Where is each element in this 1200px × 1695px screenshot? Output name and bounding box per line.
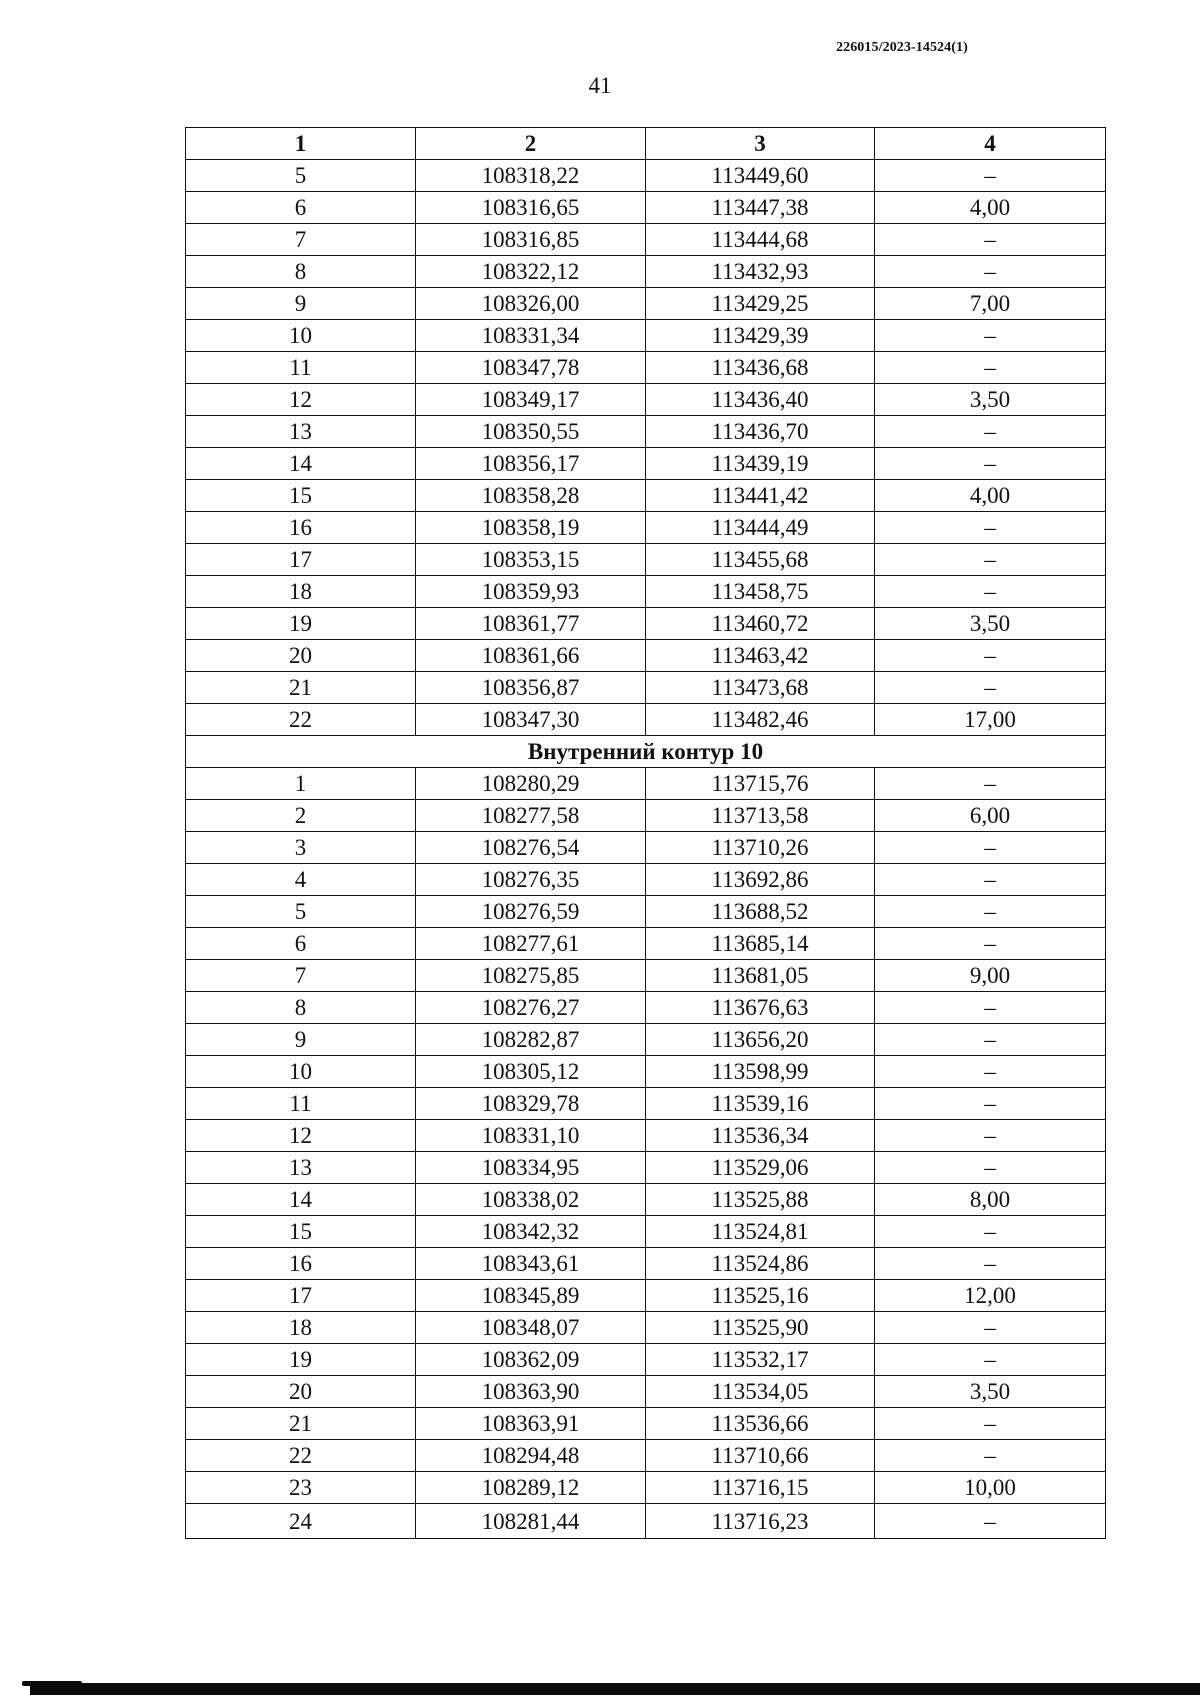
table-cell: 113529,06: [646, 1152, 875, 1184]
table-cell: –: [875, 992, 1106, 1024]
table-cell: 108331,34: [416, 320, 646, 352]
table-cell: 20: [186, 1376, 416, 1408]
table-cell: 113532,17: [646, 1344, 875, 1376]
table-cell: 108361,66: [416, 640, 646, 672]
column-header: 4: [875, 128, 1106, 160]
table-cell: 113710,26: [646, 832, 875, 864]
table-cell: 113692,86: [646, 864, 875, 896]
table-row: [186, 704, 1106, 736]
table-cell: –: [875, 1024, 1106, 1056]
table-cell: 113441,42: [646, 480, 875, 512]
table-cell: 12: [186, 1120, 416, 1152]
table-row: [186, 640, 1106, 672]
table-cell: 113536,34: [646, 1120, 875, 1152]
table-cell: 15: [186, 480, 416, 512]
table-row: [186, 928, 1106, 960]
table-row: [186, 1120, 1106, 1152]
table-cell: 113536,66: [646, 1408, 875, 1440]
table-cell: –: [875, 896, 1106, 928]
table-cell: –: [875, 1056, 1106, 1088]
table-cell: 108350,55: [416, 416, 646, 448]
table-cell: 108282,87: [416, 1024, 646, 1056]
table-row: [186, 352, 1106, 384]
table-cell: 11: [186, 352, 416, 384]
section-title: Внутренний контур 10: [186, 736, 1106, 768]
table-cell: 108329,78: [416, 1088, 646, 1120]
table-row: [186, 672, 1106, 704]
table-row: [186, 1472, 1106, 1504]
table-cell: 108363,91: [416, 1408, 646, 1440]
table-cell: 108277,61: [416, 928, 646, 960]
table-cell: 108334,95: [416, 1152, 646, 1184]
table-cell: 113685,14: [646, 928, 875, 960]
table-cell: –: [875, 320, 1106, 352]
table-cell: –: [875, 544, 1106, 576]
scan-bottom-border: [30, 1683, 1200, 1695]
table-cell: 113439,19: [646, 448, 875, 480]
table-cell: 6: [186, 928, 416, 960]
column-header: 3: [646, 128, 875, 160]
table-cell: 113715,76: [646, 768, 875, 800]
section-header-body: [186, 736, 1106, 768]
table-row: [186, 864, 1106, 896]
table-cell: 7: [186, 960, 416, 992]
table-cell: 108316,65: [416, 192, 646, 224]
table-cell: 113524,81: [646, 1216, 875, 1248]
table-cell: 3,50: [875, 384, 1106, 416]
table-row: [186, 1056, 1106, 1088]
table-cell: –: [875, 768, 1106, 800]
table-cell: 113463,42: [646, 640, 875, 672]
table-row: [186, 896, 1106, 928]
table-cell: 113444,68: [646, 224, 875, 256]
table-cell: 5: [186, 160, 416, 192]
table-cell: 12,00: [875, 1280, 1106, 1312]
table-cell: 113458,75: [646, 576, 875, 608]
table-cell: 113656,20: [646, 1024, 875, 1056]
table-cell: –: [875, 1152, 1106, 1184]
table-cell: 19: [186, 1344, 416, 1376]
table-cell: 16: [186, 1248, 416, 1280]
table-cell: 108331,10: [416, 1120, 646, 1152]
document-id: 226015/2023-14524(1): [836, 40, 968, 55]
table-cell: 113525,16: [646, 1280, 875, 1312]
table-cell: 113444,49: [646, 512, 875, 544]
table-cell: 4,00: [875, 192, 1106, 224]
table-cell: 2: [186, 800, 416, 832]
table-row: [186, 1216, 1106, 1248]
table-cell: 10: [186, 320, 416, 352]
table-cell: 108347,30: [416, 704, 646, 736]
table-cell: 108276,59: [416, 896, 646, 928]
table-cell: 108361,77: [416, 608, 646, 640]
table-cell: 20: [186, 640, 416, 672]
table-row: [186, 448, 1106, 480]
table-cell: 4: [186, 864, 416, 896]
table-header-row: [186, 128, 1106, 160]
table-cell: 113534,05: [646, 1376, 875, 1408]
table-cell: –: [875, 512, 1106, 544]
table-cell: 108358,19: [416, 512, 646, 544]
table-row: [186, 256, 1106, 288]
table-cell: –: [875, 1440, 1106, 1472]
table-cell: 108276,54: [416, 832, 646, 864]
table-cell: 13: [186, 1152, 416, 1184]
table-cell: 17,00: [875, 704, 1106, 736]
table-cell: –: [875, 672, 1106, 704]
table-cell: 18: [186, 576, 416, 608]
table-row: [186, 288, 1106, 320]
table-cell: –: [875, 1088, 1106, 1120]
table-cell: 113598,99: [646, 1056, 875, 1088]
table-cell: 113716,15: [646, 1472, 875, 1504]
table-cell: 108347,78: [416, 352, 646, 384]
table-cell: 13: [186, 416, 416, 448]
table-cell: 21: [186, 1408, 416, 1440]
table-row: [186, 384, 1106, 416]
table-cell: 113432,93: [646, 256, 875, 288]
table-cell: 9,00: [875, 960, 1106, 992]
table-row: [186, 1024, 1106, 1056]
table-row: [186, 1344, 1106, 1376]
table-cell: 108316,85: [416, 224, 646, 256]
table-cell: 113525,90: [646, 1312, 875, 1344]
table-cell: 113436,40: [646, 384, 875, 416]
table-body-top: [186, 160, 1106, 736]
table-cell: 14: [186, 448, 416, 480]
table-cell: 113436,70: [646, 416, 875, 448]
table-row: [186, 160, 1106, 192]
table-cell: 9: [186, 1024, 416, 1056]
table-cell: 22: [186, 704, 416, 736]
table-cell: 10,00: [875, 1472, 1106, 1504]
table-cell: 108362,09: [416, 1344, 646, 1376]
table-cell: 11: [186, 1088, 416, 1120]
table-row: [186, 1312, 1106, 1344]
table-cell: 113710,66: [646, 1440, 875, 1472]
table-cell: 113429,39: [646, 320, 875, 352]
table-cell: 108277,58: [416, 800, 646, 832]
table-cell: 113449,60: [646, 160, 875, 192]
table-cell: 108359,93: [416, 576, 646, 608]
table-row: [186, 832, 1106, 864]
table-cell: 108281,44: [416, 1504, 646, 1539]
column-header: 2: [416, 128, 646, 160]
table-cell: –: [875, 1248, 1106, 1280]
table-cell: 3,50: [875, 608, 1106, 640]
column-header: 1: [186, 128, 416, 160]
table-cell: 113525,88: [646, 1184, 875, 1216]
table-cell: –: [875, 928, 1106, 960]
table-cell: 108276,35: [416, 864, 646, 896]
table-cell: 22: [186, 1440, 416, 1472]
table-cell: 8,00: [875, 1184, 1106, 1216]
table-row: [186, 1376, 1106, 1408]
table-cell: 113473,68: [646, 672, 875, 704]
table-row: [186, 320, 1106, 352]
table-cell: –: [875, 1344, 1106, 1376]
table-cell: 108356,17: [416, 448, 646, 480]
table-cell: 108294,48: [416, 1440, 646, 1472]
table-row: [186, 1088, 1106, 1120]
table-row: [186, 768, 1106, 800]
table-cell: 108318,22: [416, 160, 646, 192]
table-cell: –: [875, 352, 1106, 384]
table-body-section: [186, 768, 1106, 1539]
table-cell: 7,00: [875, 288, 1106, 320]
table-cell: 113524,86: [646, 1248, 875, 1280]
table-cell: –: [875, 832, 1106, 864]
table-cell: 17: [186, 1280, 416, 1312]
table-cell: 18: [186, 1312, 416, 1344]
table-cell: –: [875, 1216, 1106, 1248]
table-cell: 108356,87: [416, 672, 646, 704]
table-cell: 108275,85: [416, 960, 646, 992]
table-cell: 108326,00: [416, 288, 646, 320]
table-cell: 108349,17: [416, 384, 646, 416]
table-cell: 24: [186, 1504, 416, 1539]
table-cell: 10: [186, 1056, 416, 1088]
table-cell: 3: [186, 832, 416, 864]
table-row: [186, 192, 1106, 224]
section-header-row: [186, 736, 1106, 768]
table-cell: 113716,23: [646, 1504, 875, 1539]
table-cell: 8: [186, 256, 416, 288]
table-cell: 108289,12: [416, 1472, 646, 1504]
table-row: [186, 1440, 1106, 1472]
table-row: [186, 1504, 1106, 1539]
table-cell: 108305,12: [416, 1056, 646, 1088]
table-row: [186, 480, 1106, 512]
coordinates-table: [185, 127, 1106, 1539]
table-cell: 21: [186, 672, 416, 704]
table-row: [186, 512, 1106, 544]
table-cell: 6: [186, 192, 416, 224]
table-cell: 9: [186, 288, 416, 320]
table-cell: 108342,32: [416, 1216, 646, 1248]
table-cell: 113436,68: [646, 352, 875, 384]
table-cell: 108322,12: [416, 256, 646, 288]
table-cell: –: [875, 256, 1106, 288]
table-cell: 113688,52: [646, 896, 875, 928]
table-cell: 23: [186, 1472, 416, 1504]
table-cell: 108348,07: [416, 1312, 646, 1344]
table-cell: 113447,38: [646, 192, 875, 224]
table-cell: 108363,90: [416, 1376, 646, 1408]
table-row: [186, 960, 1106, 992]
table-cell: 113676,63: [646, 992, 875, 1024]
table-row: [186, 576, 1106, 608]
table-cell: 113539,16: [646, 1088, 875, 1120]
table-cell: –: [875, 576, 1106, 608]
table-row: [186, 1184, 1106, 1216]
table-cell: 6,00: [875, 800, 1106, 832]
table-row: [186, 416, 1106, 448]
table-cell: 16: [186, 512, 416, 544]
table-cell: –: [875, 416, 1106, 448]
table-cell: 113460,72: [646, 608, 875, 640]
table-cell: 108358,28: [416, 480, 646, 512]
table-cell: 15: [186, 1216, 416, 1248]
table-cell: 14: [186, 1184, 416, 1216]
table-row: [186, 224, 1106, 256]
table-cell: –: [875, 224, 1106, 256]
table-cell: –: [875, 864, 1106, 896]
table-cell: 108276,27: [416, 992, 646, 1024]
table-row: [186, 544, 1106, 576]
table-cell: 108280,29: [416, 768, 646, 800]
table-row: [186, 608, 1106, 640]
table-cell: 3,50: [875, 1376, 1106, 1408]
table-row: [186, 1280, 1106, 1312]
table-cell: 12: [186, 384, 416, 416]
table-cell: 108338,02: [416, 1184, 646, 1216]
table-row: [186, 1408, 1106, 1440]
table-cell: –: [875, 640, 1106, 672]
table-cell: –: [875, 1504, 1106, 1539]
table-cell: 7: [186, 224, 416, 256]
table-cell: –: [875, 160, 1106, 192]
table-cell: 8: [186, 992, 416, 1024]
table-cell: –: [875, 1312, 1106, 1344]
table-cell: –: [875, 1120, 1106, 1152]
table-cell: 108353,15: [416, 544, 646, 576]
table-cell: 113455,68: [646, 544, 875, 576]
table-row: [186, 992, 1106, 1024]
table-cell: 5: [186, 896, 416, 928]
table-cell: –: [875, 1408, 1106, 1440]
table-cell: 1: [186, 768, 416, 800]
table-row: [186, 800, 1106, 832]
table-cell: 17: [186, 544, 416, 576]
table-cell: 19: [186, 608, 416, 640]
page-number: 41: [588, 73, 612, 98]
table-cell: 113713,58: [646, 800, 875, 832]
table-cell: 108343,61: [416, 1248, 646, 1280]
table-row: [186, 1248, 1106, 1280]
table-cell: 113429,25: [646, 288, 875, 320]
table-cell: 4,00: [875, 480, 1106, 512]
table-row: [186, 1152, 1106, 1184]
table-cell: –: [875, 448, 1106, 480]
table-cell: 108345,89: [416, 1280, 646, 1312]
table-cell: 113482,46: [646, 704, 875, 736]
table-cell: 113681,05: [646, 960, 875, 992]
